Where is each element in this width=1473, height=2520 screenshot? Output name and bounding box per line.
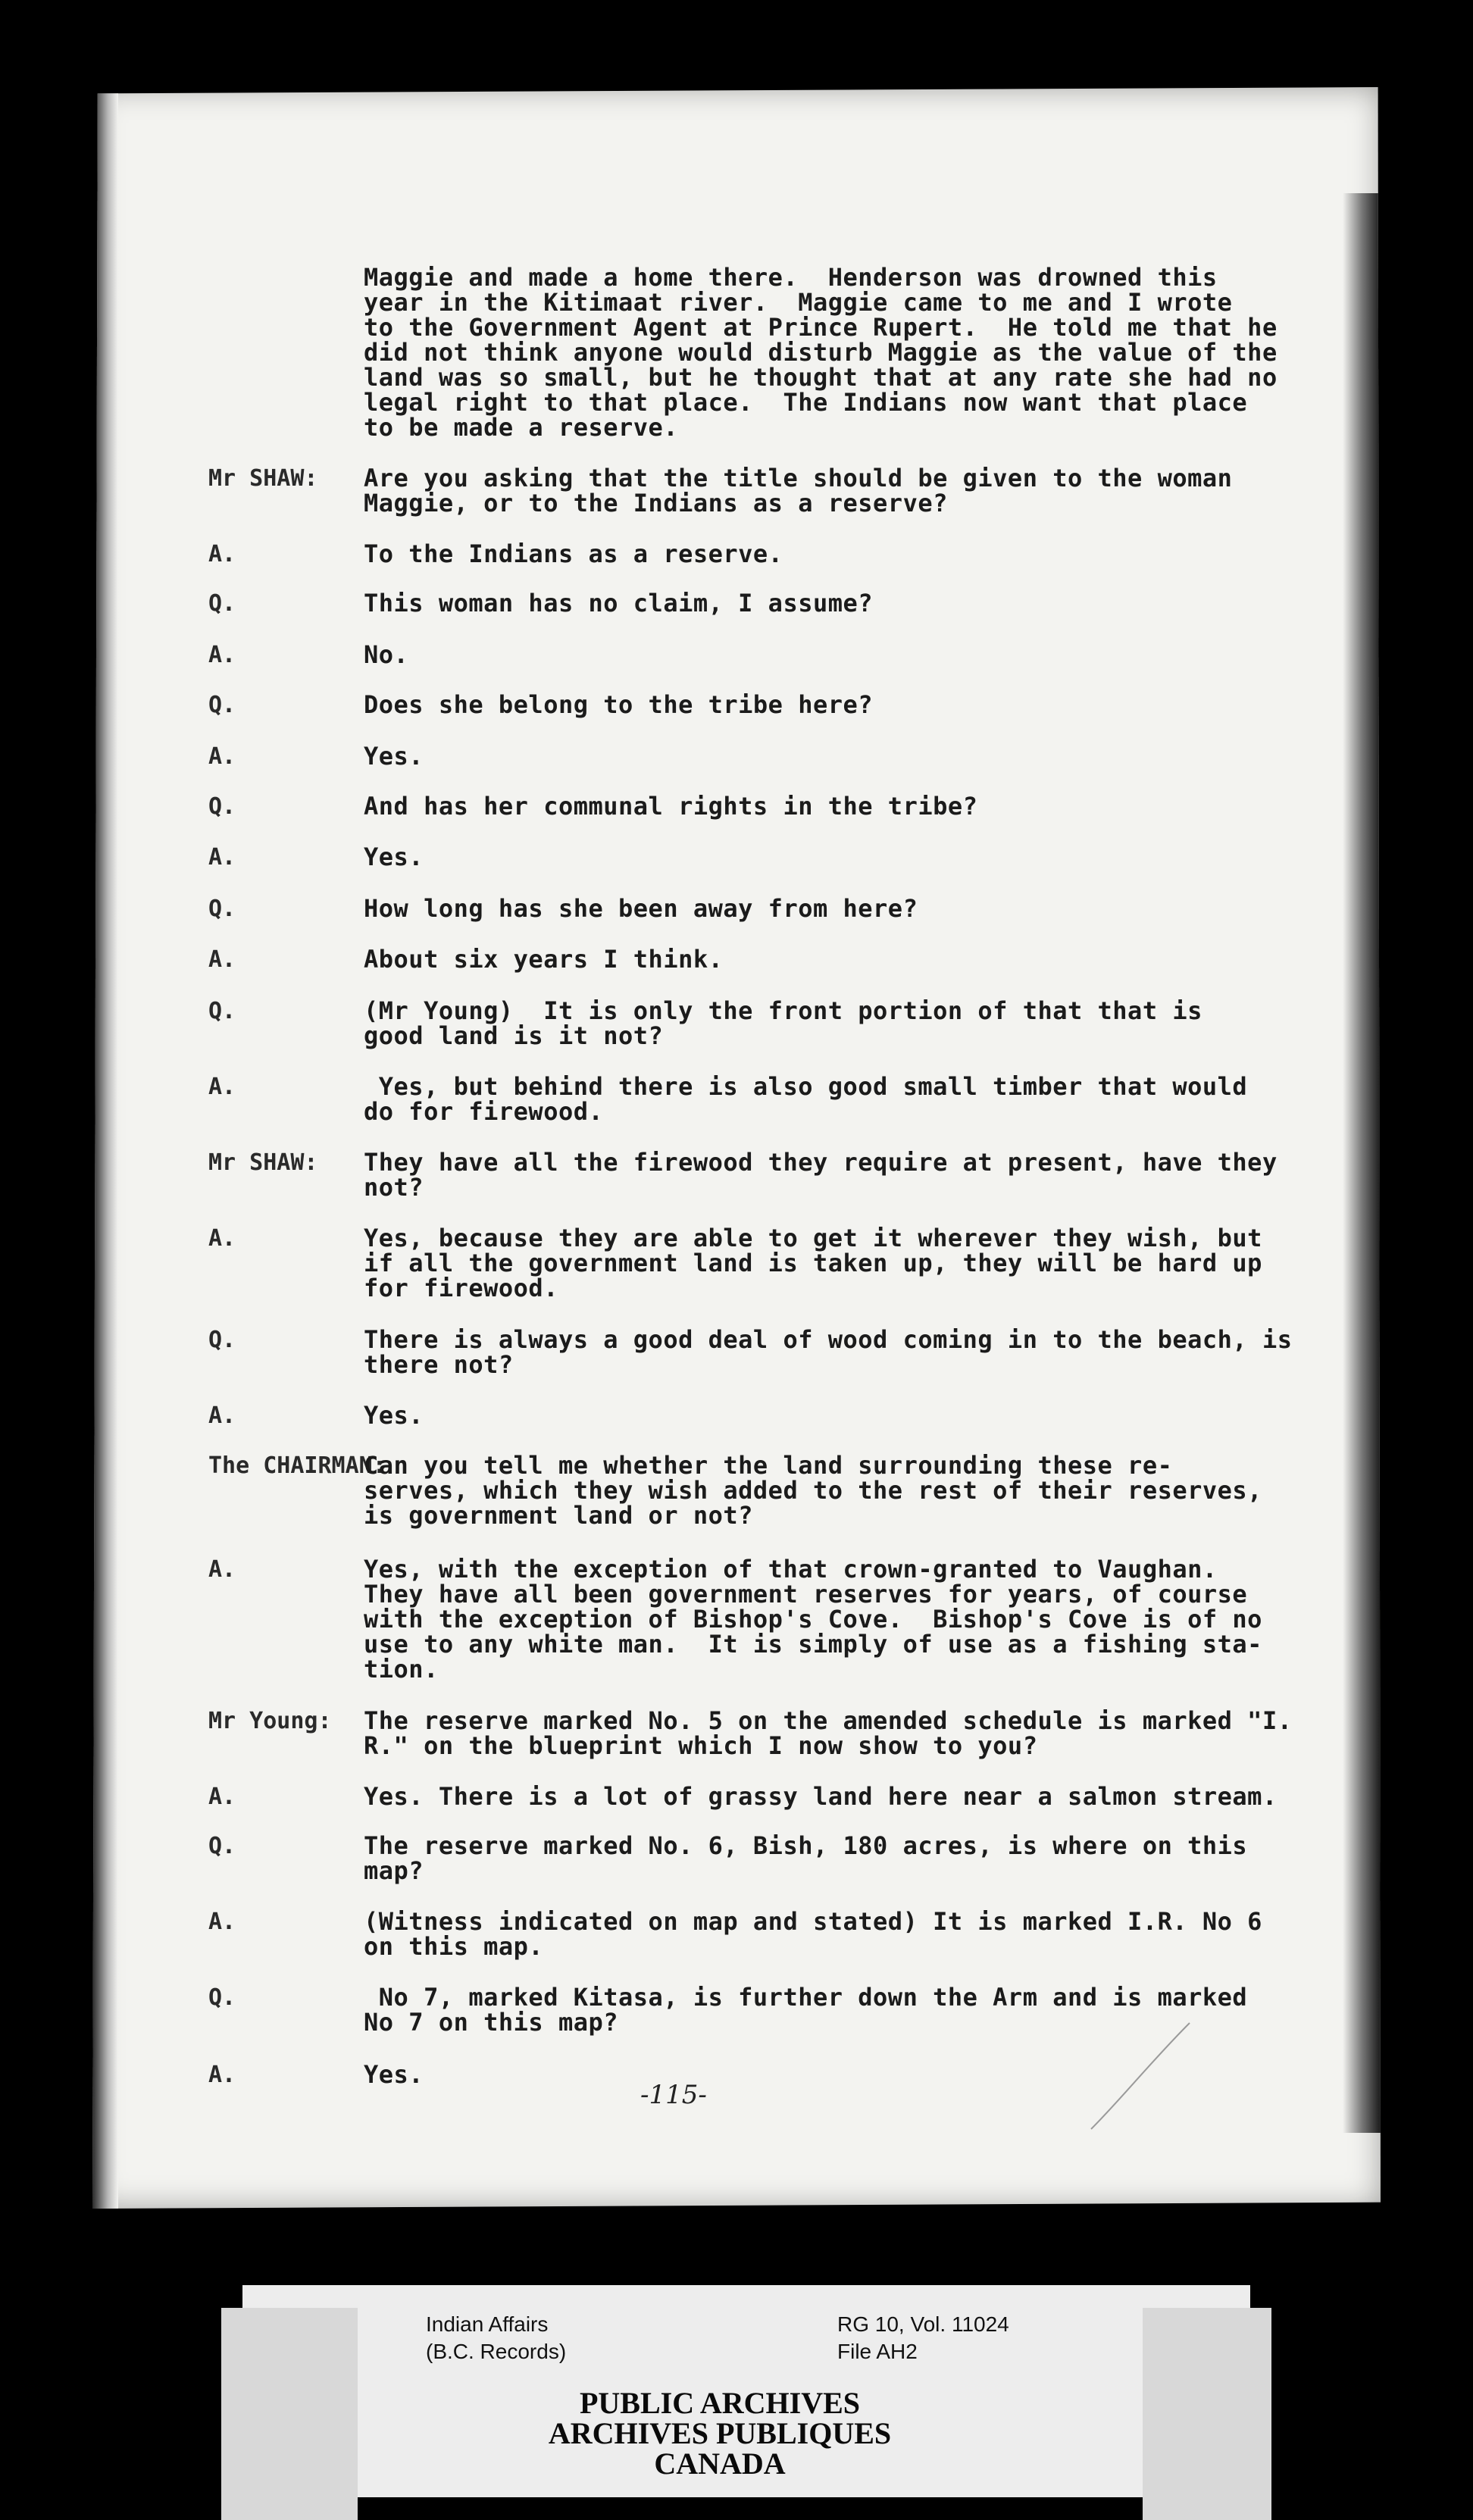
speaker-label: Q. [208, 998, 236, 1024]
transcript-line: Yes. [364, 2060, 424, 2089]
transcript-line: Yes, with the exception of that crown-granted to Vaughan. [364, 1555, 1218, 1584]
transcript-line: Maggie, or to the Indians as a reserve? [364, 489, 948, 517]
transcript-line: And has her communal rights in the tribe? [364, 792, 978, 821]
transcript-line: No 7 on this map? [364, 2008, 619, 2037]
transcript-line: to the Government Agent at Prince Rupert. He told me that he [364, 313, 1278, 342]
speaker-label: A. [208, 1784, 236, 1810]
speaker-label: A. [208, 1556, 236, 1583]
speaker-label: A. [208, 541, 236, 567]
transcript-line: legal right to that place. The Indians now want that place [364, 388, 1248, 417]
transcript-line: No 7, marked Kitasa, is further down the Arm and is marked [364, 1983, 1248, 2012]
transcript-line: This woman has no claim, I assume? [364, 589, 874, 617]
pencil-mark-icon [1076, 2015, 1197, 2144]
collection-subtitle: (B.C. Records) [426, 2340, 567, 2363]
transcript-line: (Witness indicated on map and stated) It is marked I.R. No 6 [364, 1907, 1262, 1936]
archives-stamp-french: ARCHIVES PUBLIQUES [548, 2416, 892, 2450]
speaker-label: Q. [208, 590, 236, 617]
transcript-line: map? [364, 1856, 424, 1885]
transcript-line: Are you asking that the title should be given to the woman [364, 464, 1233, 492]
transcript-line: tion. [364, 1655, 439, 1684]
label-tab-right [1143, 2308, 1271, 2520]
speaker-label: The CHAIRMAN: [208, 1452, 386, 1479]
transcript-line: serves, which they wish added to the rest of their reserves, [364, 1476, 1262, 1505]
transcript-line: Yes. [364, 742, 424, 771]
transcript-line: Yes. [364, 843, 424, 871]
archives-stamp-country: CANADA [654, 2447, 786, 2481]
transcript-line: if all the government land is taken up, they will be hard up [364, 1249, 1262, 1277]
transcript-line: Yes, because they are able to get it wherever they wish, but [364, 1224, 1262, 1252]
archive-label-card [242, 2285, 1250, 2497]
speaker-label: Q. [208, 1327, 236, 1353]
transcript-line: Yes. There is a lot of grassy land here near a salmon stream. [364, 1782, 1278, 1811]
transcript-line: They have all the firewood they require at present, have they [364, 1148, 1278, 1177]
transcript-line: use to any white man. It is simply of use as a fishing sta- [364, 1630, 1262, 1659]
speaker-label: A. [208, 1402, 236, 1429]
transcript-line: to be made a reserve. [364, 413, 679, 442]
transcript-line: The reserve marked No. 6, Bish, 180 acres, is where on this [364, 1831, 1248, 1860]
speaker-label: A. [208, 2062, 236, 2088]
speaker-label: Mr Young: [208, 1708, 332, 1734]
speaker-label: A. [208, 844, 236, 871]
transcript-line: not? [364, 1173, 424, 1202]
file-reference: File AH2 [837, 2340, 918, 2363]
transcript-line: To the Indians as a reserve. [364, 539, 783, 568]
speaker-label: Mr SHAW: [208, 465, 318, 492]
speaker-label: Q. [208, 896, 236, 922]
page-edge-shadow-left [92, 87, 118, 2209]
transcript-line: do for firewood. [364, 1097, 604, 1126]
speaker-label: Q. [208, 1984, 236, 2011]
transcript-line: for firewood. [364, 1274, 558, 1302]
speaker-label: A. [208, 1225, 236, 1252]
transcript-line: Can you tell me whether the land surrounding these re- [364, 1451, 1173, 1480]
speaker-label: A. [208, 946, 236, 973]
speaker-label: Q. [208, 1833, 236, 1859]
transcript-line: No. [364, 640, 409, 669]
transcript-line: Does she belong to the tribe here? [364, 690, 874, 719]
speaker-label: Q. [208, 692, 236, 718]
transcript-line: Maggie and made a home there. Henderson was drowned this [364, 263, 1218, 292]
label-tab-left [221, 2308, 358, 2520]
transcript-line: on this map. [364, 1932, 544, 1961]
transcript-line: Yes, but behind there is also good small timber that would [364, 1072, 1248, 1101]
speaker-label: A. [208, 743, 236, 770]
speaker-label: Mr SHAW: [208, 1149, 318, 1176]
transcript-line: with the exception of Bishop's Cove. Bishop's Cove is of no [364, 1605, 1262, 1634]
transcript-line: land was so small, but he thought that at any rate she had no [364, 363, 1278, 392]
transcript-line: did not think anyone would disturb Maggie as the value of the [364, 338, 1278, 367]
transcript-line: The reserve marked No. 5 on the amended schedule is marked "I. [364, 1706, 1293, 1735]
speaker-label: A. [208, 642, 236, 668]
transcript-line: (Mr Young) It is only the front portion of that that is [364, 996, 1202, 1025]
speaker-label: A. [208, 1074, 236, 1100]
transcript-line: there not? [364, 1350, 514, 1379]
collection-name: Indian Affairs [426, 2312, 549, 2336]
record-group-reference: RG 10, Vol. 11024 [837, 2312, 1009, 2336]
transcript-line: There is always a good deal of wood coming in to the beach, is [364, 1325, 1293, 1354]
speaker-label: Q. [208, 793, 236, 820]
transcript-line: Yes. [364, 1401, 424, 1430]
transcript-line: R." on the blueprint which I now show to you? [364, 1731, 1038, 1760]
transcript-line: good land is it not? [364, 1021, 664, 1050]
transcript-line: About six years I think. [364, 945, 724, 974]
transcript-line: How long has she been away from here? [364, 894, 918, 923]
transcript-line: year in the Kitimaat river. Maggie came to me and I wrote [364, 288, 1233, 317]
archives-stamp-english: PUBLIC ARCHIVES [579, 2386, 861, 2420]
page-number: -115- [640, 2080, 707, 2110]
speaker-label: A. [208, 1909, 236, 1935]
transcript-line: is government land or not? [364, 1501, 753, 1530]
transcript-line: They have all been government reserves for years, of course [364, 1580, 1248, 1609]
page-edge-shadow-right [1343, 193, 1381, 2133]
